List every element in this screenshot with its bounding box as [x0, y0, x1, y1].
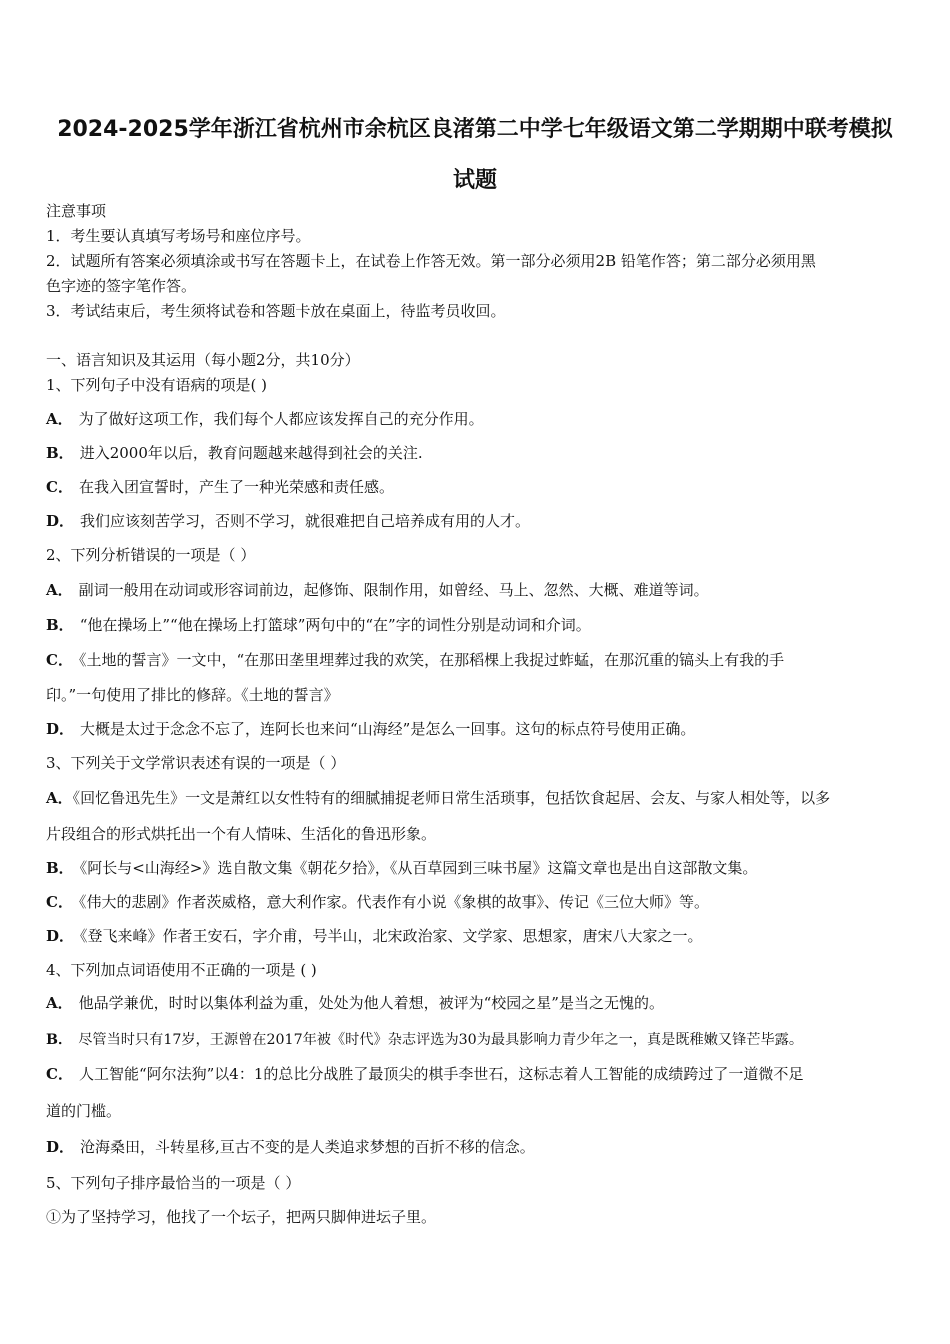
- exam-title-line-2: 试题: [452, 168, 497, 193]
- question-2-option-d: [46, 719, 695, 739]
- option-text: 人工智能“阿尔法狗”以4：1的总比分战胜了最顶尖的棋手李世石，这标志着人工智能的成绩跨过了一道微不足: [78, 1065, 804, 1083]
- option-key: A．: [46, 410, 73, 428]
- sentence-marker: ①: [46, 1208, 62, 1226]
- question-4-option-a: [46, 993, 664, 1013]
- option-key: D．: [46, 720, 75, 738]
- option-text: 他品学兼优，时时以集体利益为重，处处为他人着想，被评为“校园之星”是当之无愧的。: [78, 994, 664, 1012]
- option-text: 《登飞来峰》作者王安石，字介甫，号半山，北宋政治家、文学家、思想家，唐宋八大家之一。: [80, 927, 703, 945]
- question-1-option-a: [46, 409, 484, 429]
- question-2-option-a: [46, 580, 709, 600]
- question-1-stem: 1、下列句子中没有语病的项是( ): [46, 376, 268, 394]
- question-4-option-c-cont: [46, 1101, 121, 1121]
- question-1-option-c: [46, 477, 394, 497]
- question-4-option-c: [46, 1064, 803, 1084]
- notice-heading: 注意事项: [46, 202, 107, 220]
- question-3-option-a: [46, 788, 830, 808]
- question-4-stem: 4、下列加点词语使用不正确的一项是 ( ): [46, 961, 317, 979]
- option-text: 尽管当时只有17岁，王源曾在2017年被《时代》杂志评选为30为最具影响力青少年之一，真是既稚嫩又锋芒毕露。: [78, 1032, 804, 1048]
- option-key: C．: [46, 478, 73, 496]
- option-text: 我们应该刻苦学习，否则不学习，就很难把自己培养成有用的人才。: [80, 512, 531, 530]
- question-3-option-a-cont: [46, 824, 436, 844]
- question-2-stem: 2、下列分析错误的一项是（ ）: [46, 546, 256, 564]
- option-key: D．: [46, 512, 75, 530]
- option-text: 进入2000年以后，教育问题越来越得到社会的关注.: [79, 444, 423, 462]
- question-4-option-d: [46, 1137, 535, 1157]
- question-3-stem: 3、下列关于文学常识表述有误的一项是（ ）: [46, 754, 346, 772]
- exam-title-line-1: 2024-2025学年浙江省杭州市余杭区良渚第二中学七年级语文第二学期期中联考模拟: [57, 117, 893, 142]
- section-heading: 一、语言知识及其运用（每小题2分，共10分）: [46, 351, 360, 369]
- option-text: 《回忆鲁迅先生》一文是萧红以女性特有的细腻捕捉老师日常生活琐事，包括饮食起居、会友、与家人相处等，以多: [72, 789, 831, 807]
- option-key: B．: [46, 1032, 73, 1048]
- question-1-option-d: [46, 511, 530, 531]
- question-5-stem: 5、下列句子排序最恰当的一项是（ ）: [46, 1174, 301, 1192]
- option-text: 片段组合的形式烘托出一个有人情味、生活化的鲁迅形象。: [46, 825, 437, 843]
- sentence-text: 为了坚持学习，他找了一个坛子，把两只脚伸进坛子里。: [61, 1208, 437, 1226]
- option-text: 副词一般用在动词或形容词前边，起修饰、限制作用，如曾经、马上、忽然、大概、难道等词。: [78, 581, 709, 599]
- option-text: 道的门槛。: [46, 1102, 122, 1120]
- option-text: 《阿长与<山海经>》选自散文集《朝花夕拾》，《从百草园到三味书屋》这篇文章也是出自这部散文集。: [79, 859, 758, 877]
- option-key: B．: [46, 444, 74, 462]
- option-text: 为了做好这项工作，我们每个人都应该发挥自己的充分作用。: [78, 410, 484, 428]
- notice-item-2: 2．试题所有答案必须填涂或书写在答题卡上，在试卷上作答无效。第一部分必须用2B 铅笔作答；第二部分必须用黑: [46, 252, 816, 270]
- question-3-option-d: [46, 926, 703, 946]
- option-text: 在我入团宣誓时，产生了一种光荣感和责任感。: [78, 478, 394, 496]
- option-text: 印。”一句使用了排比的修辞。《土地的誓言》: [46, 686, 339, 704]
- option-text: 沧海桑田，斗转星移,亘古不变的是人类追求梦想的百折不移的信念。: [80, 1138, 535, 1156]
- question-2-option-c-cont: [46, 685, 339, 705]
- option-key: C．: [46, 1065, 73, 1083]
- question-3-option-b: [46, 858, 757, 878]
- question-2-option-b: [46, 615, 591, 635]
- question-2-option-c: [46, 650, 784, 670]
- option-text: 《土地的誓言》一文中，“在那田垄里埋葬过我的欢笑，在那稻棵上我捉过蚱蜢，在那沉重的镐头上有我的手: [78, 651, 785, 669]
- question-5-sentence-1: [46, 1207, 436, 1227]
- option-key: C．: [46, 893, 73, 911]
- option-text: 《伟大的悲剧》作者茨威格，意大利作家。代表作有小说《象棋的故事》、传记《三位大师》等。: [78, 893, 709, 911]
- question-4-option-b: [46, 1030, 803, 1050]
- notice-item-3: 3．考试结束后，考生须将试卷和答题卡放在桌面上，待监考员收回。: [46, 302, 506, 320]
- option-key: A．: [46, 581, 73, 599]
- option-key: B．: [46, 616, 74, 634]
- option-key: A．: [46, 994, 73, 1012]
- question-3-option-c: [46, 892, 709, 912]
- option-key: B．: [46, 859, 74, 877]
- option-key: D．: [46, 1138, 75, 1156]
- option-key: D．: [46, 927, 75, 945]
- notice-item-2-cont: 色字迹的签字笔作答。: [46, 277, 197, 295]
- option-key: A．: [46, 789, 73, 807]
- notice-item-1: 1．考生要认真填写考场号和座位序号。: [46, 227, 311, 245]
- option-key: C．: [46, 651, 73, 669]
- option-text: “他在操场上”“他在操场上打篮球”两句中的“在”字的词性分别是动词和介词。: [79, 616, 591, 634]
- question-1-option-b: [46, 443, 423, 463]
- option-text: 大概是太过于念念不忘了，连阿长也来问“山海经”是怎么一回事。这句的标点符号使用正确。: [80, 720, 696, 738]
